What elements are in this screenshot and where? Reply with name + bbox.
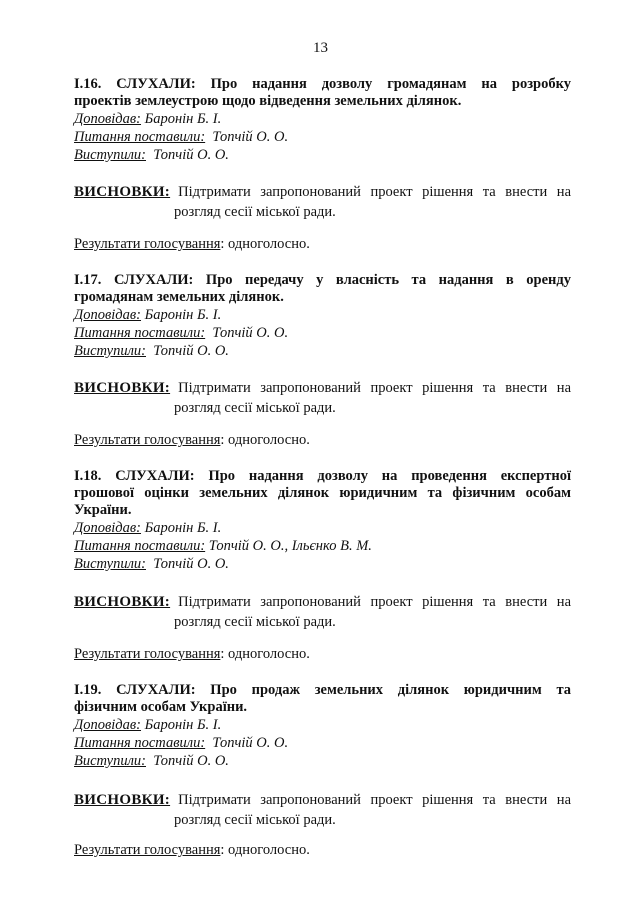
reporter-label: Доповідав: <box>74 307 142 323</box>
vote-value: : одноголосно. <box>220 842 310 858</box>
reporter-name: Баронін Б. І. <box>144 307 222 323</box>
speakers-label: Виступили: <box>74 147 146 163</box>
subject-line-2: громадянам земельних ділянок. <box>74 289 284 305</box>
questions-line <box>74 734 571 752</box>
vote-result-i19 <box>74 842 310 859</box>
item-number: I.17. <box>74 272 102 288</box>
vote-value: : одноголосно. <box>220 236 310 252</box>
conclusions-line-2: розгляд сесії міської ради. <box>174 204 336 220</box>
subject-line-2: грошової оцінки земельних ділянок юридичним та фізичним особам <box>74 485 571 501</box>
questions-names: Топчій О. О., Ільєнко В. М. <box>208 538 372 554</box>
item-heading <box>74 76 571 110</box>
conclusions-line-1: Підтримати запропонований проект рішення та внести на <box>178 184 571 200</box>
questions-line <box>74 128 571 146</box>
questions-names: Топчій О. О. <box>212 735 289 751</box>
reporter-line <box>74 716 571 734</box>
subject-line-1: Про передачу у власність та надання в оренду <box>205 272 571 288</box>
heard-label: СЛУХАЛИ: <box>116 76 196 92</box>
reporter-name: Баронін Б. І. <box>144 111 222 127</box>
speakers-label: Виступили: <box>74 556 146 572</box>
conclusions-line-1: Підтримати запропонований проект рішення та внести на <box>178 594 571 610</box>
questions-label: Питання поставили: <box>74 735 206 751</box>
item-heading <box>74 272 571 306</box>
vote-result-i17 <box>74 432 310 449</box>
vote-value: : одноголосно. <box>220 432 310 448</box>
subject-line-3: України. <box>74 502 132 518</box>
subject-line-2: проектів землеустрою щодо відведення земельних ділянок. <box>74 93 462 109</box>
reporter-label: Доповідав: <box>74 717 142 733</box>
heard-label: СЛУХАЛИ: <box>115 468 195 484</box>
heard-label: СЛУХАЛИ: <box>113 272 194 288</box>
questions-line <box>74 537 571 555</box>
conclusions-label: ВИСНОВКИ: <box>74 792 171 808</box>
page-number: 13 <box>313 40 328 56</box>
conclusions-i19 <box>74 790 571 830</box>
reporter-line <box>74 110 571 128</box>
conclusions-line-2: розгляд сесії міської ради. <box>174 614 336 630</box>
subject-line-1: Про надання дозволу на проведення експертної <box>208 468 572 484</box>
agenda-item-i16 <box>74 76 571 164</box>
conclusions-i18 <box>74 592 571 632</box>
item-number: I.18. <box>74 468 102 484</box>
questions-label: Питання поставили: <box>74 129 206 145</box>
reporter-line <box>74 519 571 537</box>
questions-line <box>74 324 571 342</box>
conclusions-label: ВИСНОВКИ: <box>74 380 171 396</box>
vote-result-i16 <box>74 236 310 253</box>
subject-line-1: Про надання дозволу громадянам на розробку <box>210 76 571 92</box>
item-heading <box>74 682 571 716</box>
vote-label: Результати голосування <box>74 842 221 858</box>
speakers-line <box>74 342 571 360</box>
subject-line-2: фізичним особам України. <box>74 699 248 715</box>
vote-label: Результати голосування <box>74 432 221 448</box>
speakers-names: Топчій О. О. <box>153 556 229 572</box>
speakers-label: Виступили: <box>74 343 146 359</box>
item-heading <box>74 468 571 519</box>
questions-names: Топчій О. О. <box>212 325 289 341</box>
agenda-item-i19 <box>74 682 571 770</box>
conclusions-i16 <box>74 182 571 222</box>
reporter-name: Баронін Б. І. <box>144 520 222 536</box>
conclusions-label: ВИСНОВКИ: <box>74 594 171 610</box>
agenda-item-i17 <box>74 272 571 360</box>
speakers-names: Топчій О. О. <box>153 343 229 359</box>
speakers-names: Топчій О. О. <box>153 753 229 769</box>
item-number: I.16. <box>74 76 102 92</box>
subject-line-1: Про продаж земельних ділянок юридичним та <box>210 682 572 698</box>
conclusions-label: ВИСНОВКИ: <box>74 184 171 200</box>
speakers-names: Топчій О. О. <box>153 147 229 163</box>
reporter-line <box>74 306 571 324</box>
conclusions-line-2: розгляд сесії міської ради. <box>174 400 336 416</box>
speakers-line <box>74 752 571 770</box>
conclusions-line-2: розгляд сесії міської ради. <box>174 812 336 828</box>
questions-names: Топчій О. О. <box>212 129 289 145</box>
speakers-line <box>74 555 571 573</box>
conclusions-line-1: Підтримати запропонований проект рішення та внести на <box>178 380 571 396</box>
agenda-item-i18 <box>74 468 571 573</box>
item-number: I.19. <box>74 682 102 698</box>
questions-label: Питання поставили: <box>74 325 206 341</box>
speakers-label: Виступили: <box>74 753 146 769</box>
questions-label: Питання поставили: <box>74 538 206 554</box>
vote-label: Результати голосування <box>74 646 221 662</box>
reporter-name: Баронін Б. І. <box>144 717 222 733</box>
reporter-label: Доповідав: <box>74 111 142 127</box>
heard-label: СЛУХАЛИ: <box>116 682 196 698</box>
vote-result-i18 <box>74 646 310 663</box>
conclusions-line-1: Підтримати запропонований проект рішення та внести на <box>178 792 571 808</box>
reporter-label: Доповідав: <box>74 520 142 536</box>
vote-value: : одноголосно. <box>220 646 310 662</box>
speakers-line <box>74 146 571 164</box>
conclusions-i17 <box>74 378 571 418</box>
vote-label: Результати голосування <box>74 236 221 252</box>
